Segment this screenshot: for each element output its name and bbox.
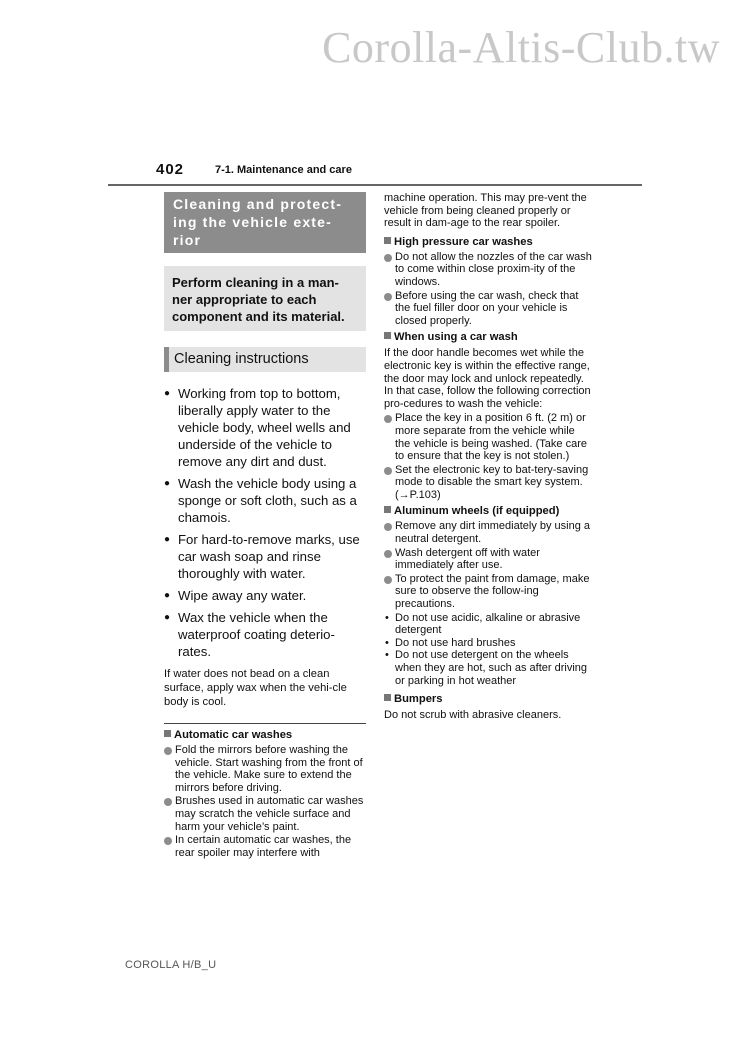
square-icon: [384, 237, 391, 244]
square-icon: [384, 506, 391, 513]
list-item: ● Working from top to bottom, liberally apply water to the vehicle body, wheel wells and underside of the vehicle to remove any dirt and dust.: [164, 385, 366, 470]
list-item: Do not allow the nozzles of the car wash to come within close proxim-ity of the windows.: [384, 251, 592, 289]
note-list: [384, 251, 592, 328]
note-heading-label: Aluminum wheels (if equipped): [394, 505, 560, 518]
list-item: Remove any dirt immediately by using a neutral detergent.: [384, 520, 592, 545]
page-title: [164, 192, 366, 253]
intro-line: component and its material.: [172, 309, 345, 324]
paragraph: Do not scrub with abrasive cleaners.: [384, 709, 562, 722]
note-list: [384, 520, 592, 610]
wax-note: If water does not bead on a clean surface, apply wax when the vehi-cle body is cool.: [164, 668, 347, 708]
list-item: Wash detergent off with water immediately after use.: [384, 547, 592, 572]
list-item: Set the electronic key to bat-tery-saving mode to disable the smart key system. (→P.103): [384, 464, 592, 502]
note-list: [164, 744, 366, 859]
note-heading: [384, 235, 592, 249]
list-item: In certain automatic car washes, the rear spoiler may interfere with: [164, 834, 366, 859]
square-icon: [164, 730, 171, 737]
cleaning-instructions-heading: Cleaning instructions: [164, 347, 366, 372]
square-icon: [384, 332, 391, 339]
list-item: • Do not use hard brushes: [384, 637, 592, 650]
list-item: ● Wash the vehicle body using a sponge or soft cloth, such as a chamois.: [164, 475, 366, 526]
note-heading: [384, 330, 592, 344]
note-list: [384, 412, 592, 501]
note-heading-label: Bumpers: [394, 693, 443, 706]
note-heading: [384, 504, 592, 518]
note-heading-label: When using a car wash: [394, 331, 518, 344]
continued-text: machine operation. This may pre-vent the vehicle from being cleaned properly or result in dam-age to the rear spoiler.: [384, 192, 587, 230]
divider: [164, 723, 366, 724]
page-number: 402: [156, 161, 185, 178]
list-item: • Do not use acidic, alkaline or abrasive detergent: [384, 612, 592, 637]
instruction-list: [164, 385, 366, 660]
intro-line: Perform cleaning in a man-: [172, 275, 339, 290]
list-item: ● For hard-to-remove marks, use car wash soap and rinse thoroughly with water.: [164, 531, 366, 582]
note-heading: [164, 728, 366, 742]
list-item: • Do not use detergent on the wheels when they are hot, such as after driving or parking in hot weather: [384, 649, 592, 687]
intro-line: ner appropriate to each: [172, 292, 317, 307]
page-header: [108, 160, 642, 186]
left-column: [164, 192, 366, 860]
right-column: [384, 192, 592, 722]
square-icon: [384, 694, 391, 701]
list-item: Fold the mirrors before washing the vehicle. Start washing from the front of the vehicle. Make sure to extend the mirrors before driving.: [164, 744, 366, 794]
list-item: ● Wax the vehicle when the waterproof coating deterio-rates.: [164, 609, 366, 660]
note-heading-label: High pressure car washes: [394, 235, 533, 248]
note-heading: [384, 692, 592, 706]
title-line: rior: [173, 232, 202, 248]
paragraph: If the door handle becomes wet while the electronic key is within the effective range, the door may lock and unlock repeatedly. In that case, follow the following correction pro-cedures to wash the vehicle:: [384, 347, 591, 410]
list-item: ● Wipe away any water.: [164, 587, 366, 604]
list-item: Before using the car wash, check that the fuel filler door on your vehicle is closed properly.: [384, 290, 592, 328]
list-item: Brushes used in automatic car washes may scratch the vehicle surface and harm your vehicle’s paint.: [164, 795, 366, 833]
title-line: Cleaning and protect-: [173, 196, 343, 212]
precaution-list: [384, 612, 592, 688]
note-heading-label: Automatic car washes: [174, 729, 293, 741]
intro-box: [164, 266, 366, 331]
section-title: 7-1. Maintenance and care: [215, 164, 352, 176]
title-line: ing the vehicle exte-: [173, 214, 333, 230]
watermark: Corolla-Altis-Club.tw: [322, 23, 720, 72]
list-item: Place the key in a position 6 ft. (2 m) or more separate from the vehicle while the vehicle is being washed. (Take care to ensure that the key is not stolen.): [384, 412, 592, 462]
footer-label: COROLLA H/B_U: [125, 959, 217, 971]
list-item: To protect the paint from damage, make sure to observe the follow-ing precautions.: [384, 573, 592, 611]
